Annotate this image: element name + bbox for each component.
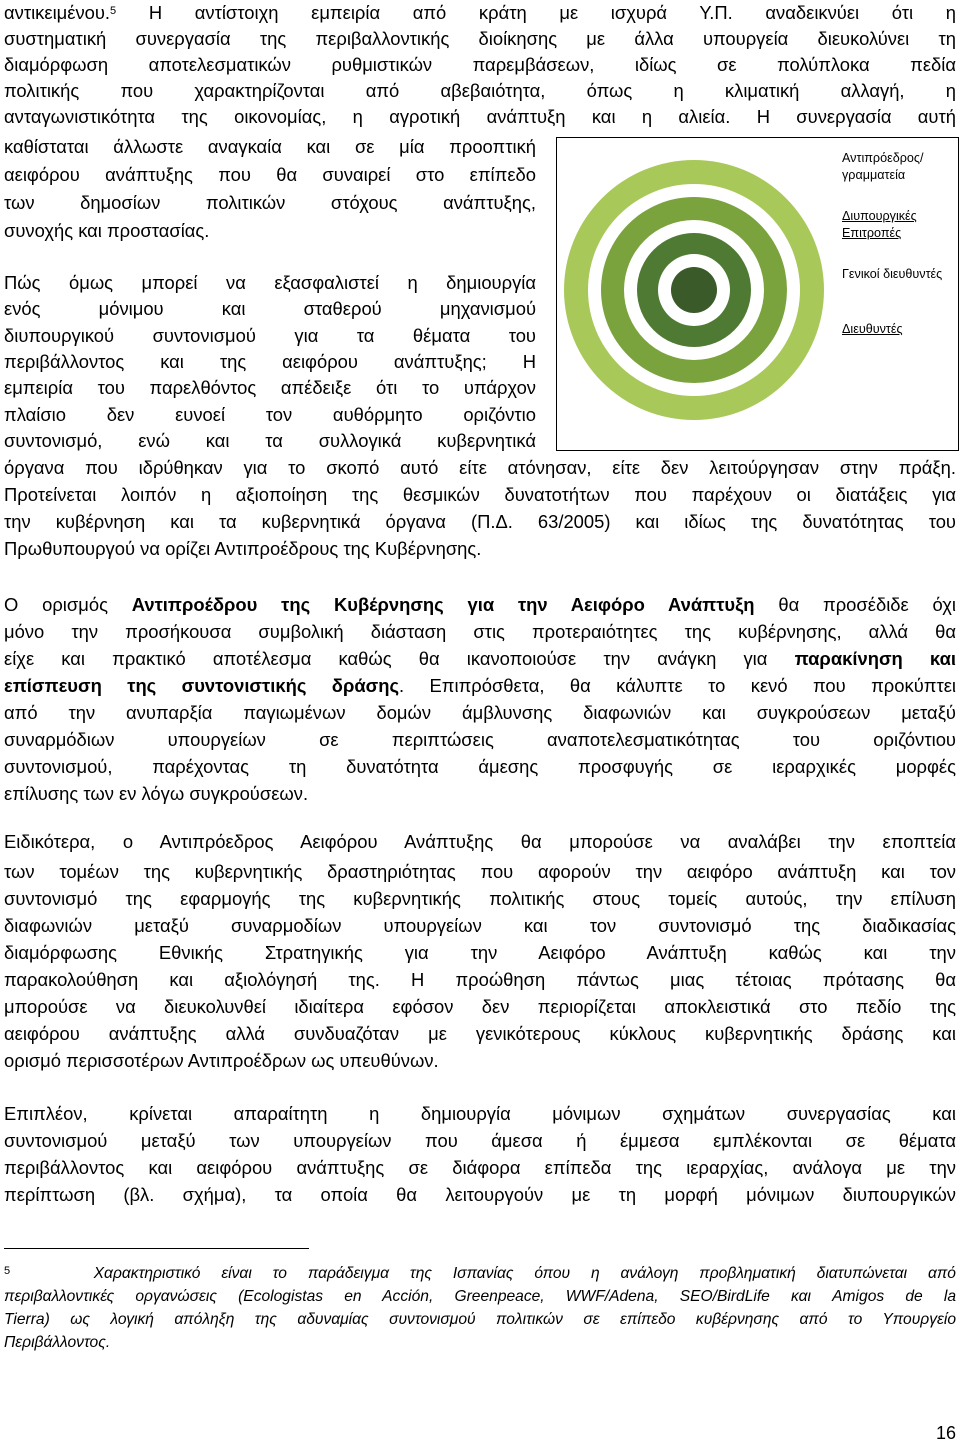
body-line: Πρωθυπουργού να ορίζει Αντιπροέδρους της Κυβέρνησης. [4, 538, 482, 559]
footnote-line: $^5$ Χαρακτηριστικό είναι το παράδειγμα της Ισπανίας όπου η ανάλογη προβληματική διατυπώνεται από [4, 1265, 956, 1282]
body-line: πλαίσιο δεν ευνοεί τον αυθόρμητο οριζόντιο [4, 404, 536, 425]
body-line: συντονισμό, ενώ και τα συλλογικά κυβερνητικά [4, 430, 536, 451]
body-line: παρακολούθηση και αξιολόγησή της. Η προώθηση πάντως μιας τέτοιας πρότασης θα [4, 969, 956, 990]
concentric-rings-diagram [557, 138, 958, 450]
body-line: ενός μόνιμου και σταθερού μηχανισμού [4, 298, 536, 319]
bold-phrase: επίσπευση της συντονιστικής δράσης [4, 675, 400, 696]
footnote-line: Tierra) ως λογική απόληξη της αδυναμίας συντονισμού πολιτικών σε επίπεδο κυβέρνησης από το Υπουργείο [4, 1311, 956, 1328]
body-line: Πώς όμως μπορεί να εξασφαλιστεί η δημιουργία [4, 272, 536, 293]
footnote-separator [4, 1248, 309, 1249]
body-line: διαφωνιών μεταξύ συναρμοδίων υπουργείων και τον συντονισμό της διαδικασίας [4, 915, 956, 936]
body-line: των τομέων της κυβερνητικής δραστηριότητας που αφορούν την αειφόρο ανάπτυξη και τον [4, 861, 956, 882]
body-line: συνοχής και προστασίας. [4, 220, 210, 241]
body-line: συντονισμού, παρέχοντας τη δυνατότητα άμεσης προσφυγής σε ιεραρχικές μορφές [4, 756, 956, 777]
body-line: την κυβέρνηση και τα κυβερνητικά όργανα (Π.Δ. 63/2005) και ιδίως της δυνατότητας του [4, 511, 956, 532]
body-line: αντικειμένου.$^5$ Η αντίστοιχη εμπειρία από κράτη με ισχυρά Υ.Π. αναδεικνύει ότι η [4, 2, 956, 23]
bold-phrase: Αντιπροέδρου της Κυβέρνησης για την Αειφόρο Ανάπτυξη [131, 594, 755, 615]
page-number: 16 [935, 1423, 956, 1443]
body-line: μπορούσε να διευκολυνθεί ιδιαίτερα εφόσον δεν περιορίζεται αποκλειστικά στο πεδίο της [4, 996, 956, 1017]
body-line: διαμόρφωσης Εθνικής Στρατηγικής για την Αειφόρο Ανάπτυξη καθώς και την [4, 942, 956, 963]
body-line: συστηματική συνεργασία της περιβαλλοντικής διοίκησης με άλλα υπουργεία διευκολύνει τη [4, 28, 956, 49]
body-line: συναρμόδιων υπουργείων σε περιπτώσεις αναποτελεσματικότητας του οριζόντιου [4, 729, 956, 750]
hierarchy-rings-figure [556, 137, 959, 451]
body-line: εμπειρία του παρελθόντος απέδειξε ότι το υπάρχον [4, 377, 536, 398]
footnote-marker: 5 [4, 1265, 11, 1277]
body-line: Ειδικότερα, ο Αντιπρόεδρος Αειφόρου Ανάπτυξης θα μπορούσε να αναλάβει την εποπτεία [4, 831, 956, 852]
body-line: συντονισμού μεταξύ των υπουργείων που άμεσα ή έμμεσα εμπλέκονται σε θέματα [4, 1130, 956, 1151]
body-line: είχε και πρακτικό αποτέλεσμα καθώς θα ικανοποιούσε την ανάγκη για παρακίνηση και [4, 648, 956, 669]
body-line: διυπουργικού συντονισμού για τα θέματα του [4, 325, 536, 346]
label-directors: Διευθυντές [842, 322, 903, 336]
body-line: περιβάλλοντος και της αειφόρου ανάπτυξης; Η [4, 351, 536, 372]
body-line: περίπτωση (βλ. σχήμα), τα οποία θα λειτουργούν με τη μορφή μόνιμων διυπουργικών [4, 1184, 956, 1205]
body-line: Ο ορισμός Αντιπροέδρου της Κυβέρνησης για την Αειφόρο Ανάπτυξη θα προσέδιδε όχι [4, 594, 956, 615]
label-vice-president: Αντιπρόεδρος/ γραμματεία [842, 151, 924, 182]
body-line: από την ανυπαρξία παγιωμένων δομών άμβλυνσης διαφωνιών και συγκρούσεων μεταξύ [4, 702, 956, 723]
body-line: μόνο την προσήκουσα συμβολική διάσταση στις προτεραιότητες της κυβέρνησης, αλλά θα [4, 621, 956, 642]
body-line: περιβάλλοντος και αειφόρου ανάπτυξης σε διάφορα επίπεδα της ιεραρχίας, ανάλογα με την [4, 1157, 956, 1178]
footnote-reference: 5 [110, 5, 117, 17]
body-line: αειφόρου ανάπτυξης που θα συναιρεί στο επίπεδο [4, 164, 536, 185]
body-line: των δημοσίων πολιτικών στόχους ανάπτυξης, [4, 192, 536, 213]
body-line: Επιπλέον, κρίνεται απαραίτητη η δημιουργία μόνιμων σχημάτων συνεργασίας και [4, 1103, 956, 1124]
label-interministerial-committees: Διυπουργικές Επιτροπές [842, 209, 917, 240]
body-line: πολιτικής που χαρακτηρίζονται από αβεβαιότητα, όπως η κλιματική αλλαγή, η [4, 80, 956, 101]
body-line: Προτείνεται λοιπόν η αξιοποίηση της θεσμικών δυνατοτήτων που παρέχουν οι διατάξεις για [4, 484, 956, 505]
footnote-line: Περιβάλλοντος. [4, 1334, 111, 1351]
body-line: διαμόρφωση αποτελεσματικών ρυθμιστικών παρεμβάσεων, ιδίως σε πολύπλοκα πεδία [4, 54, 956, 75]
body-line: επίσπευση της συντονιστικής δράσης. Επιπρόσθετα, θα κάλυπτε το κενό που προκύπτει [4, 675, 956, 696]
label-general-directors: Γενικοί διευθυντές [842, 267, 943, 281]
body-line: όργανα που ιδρύθηκαν για το σκοπό αυτό είτε ατόνησαν, είτε δεν λειτούργησαν στην πράξη. [4, 457, 956, 478]
body-line: επίλυσης των εν λόγω συγκρούσεων. [4, 783, 309, 804]
bold-phrase: παρακίνηση και [794, 648, 956, 669]
body-line: ανταγωνιστικότητα της οικονομίας, η αγροτική ανάπτυξη και η αλιεία. Η συνεργασία αυτή [4, 106, 956, 127]
body-line: καθίσταται άλλωστε αναγκαία και σε μία προοπτική [4, 136, 536, 157]
ring-core [671, 267, 717, 313]
body-line: αειφόρου ανάπτυξης αλλά συνδυαζόταν με γενικότερους κύκλους κυβερνητικής δράσης και [4, 1023, 956, 1044]
body-line: ορισμό περισσοτέρων Αντιπροέδρων ως υπευθύνων. [4, 1050, 439, 1071]
footnote-line: περιβαλλοντικές οργανώσεις (Ecologistas en Acción, Greenpeace, WWF/Adena, SEO/BirdLife και Amigos de la [4, 1288, 956, 1305]
body-line: συντονισμό της εφαρμογής της κυβερνητικής πολιτικής στους τομείς αυτούς, την επίλυση [4, 888, 956, 909]
